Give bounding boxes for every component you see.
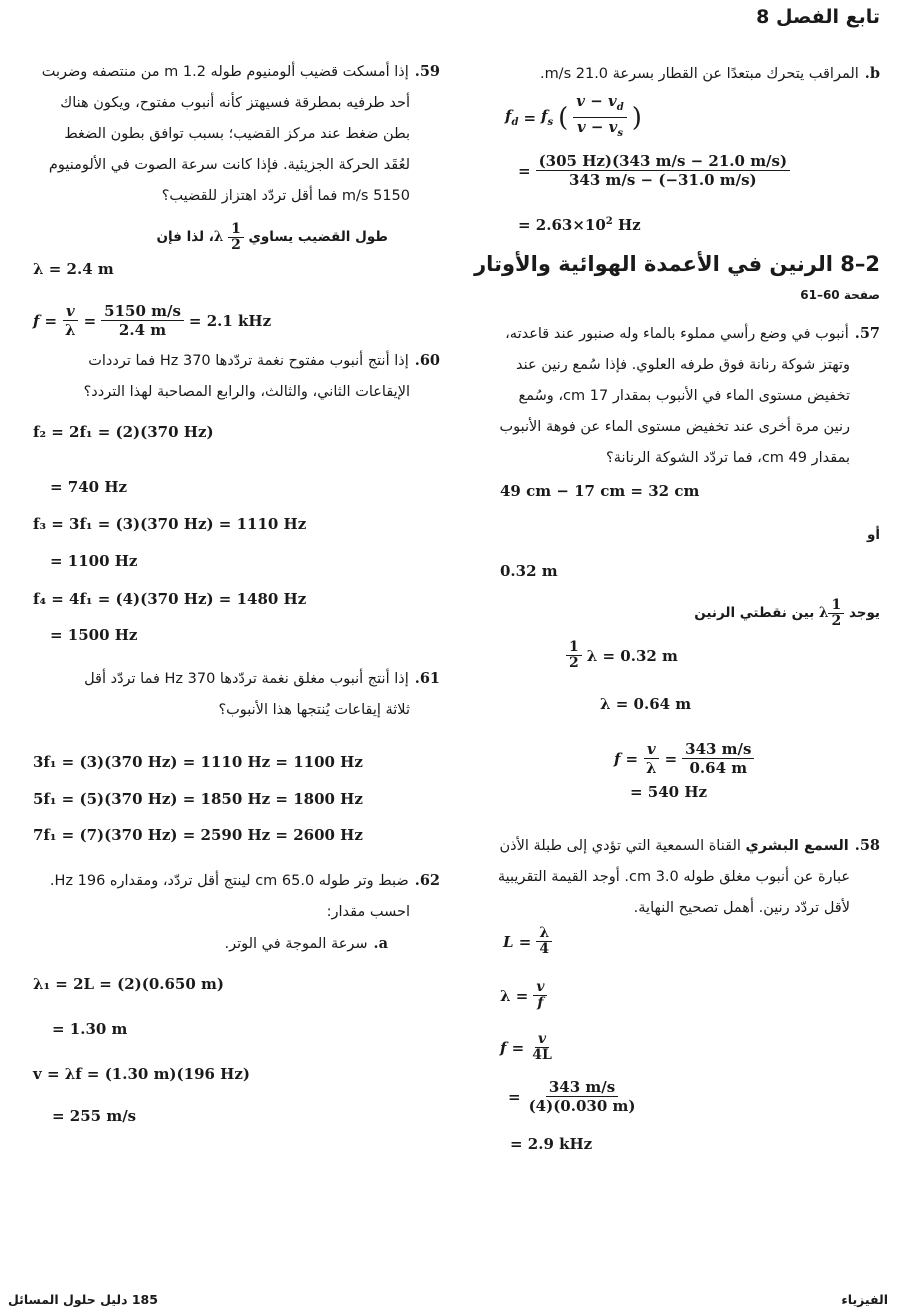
equals: = [625,749,639,768]
doppler-substitution [518,152,790,189]
denominator: λ [646,759,657,777]
lhs: f [505,107,512,125]
question-number: 59. [414,63,440,80]
line: تخفيض مستوى الماء في الأنبوب بمقدار 17 cm، وسُمع [518,388,850,404]
sub: s [617,128,624,139]
equals: = [523,108,537,127]
equals: = [518,161,531,180]
q58-eq-f [500,1032,555,1063]
q62-eq: = 255 m/s [52,1107,137,1125]
q58-text [498,830,880,924]
lhs: f = [500,1038,525,1057]
line: رنين مرة أخرى عند تخفيض مستوى الماء عن فوهة الأنبوب [499,419,850,435]
equals: = [83,311,97,330]
denominator: λ [65,321,76,339]
bold-term: السمع البشري [745,838,849,854]
q60-eq: f₂ = 2f₁ = (2)(370 Hz) [33,423,214,441]
q59-eq-lambda: λ = 2.4 m [33,260,114,278]
section-pages: صفحة 60–61 [800,288,880,302]
result: = 2.63×10 [518,216,606,234]
f: f [614,749,621,768]
line: احسب مقدار: [326,904,410,920]
question-number: 58. [854,837,880,854]
q58-eq-L [503,926,552,957]
line: 5150 m/s فما أقل تردّد اهتزاز للقضيب؟ [161,188,410,204]
numerator: v [535,1032,549,1048]
denominator: 4 [539,941,550,957]
q61-text [84,663,440,726]
line: أحد طرفيه بمطرقة فسيهتز كأنه أنبوب مفتوح، ويكون هناك [60,95,410,111]
line: أنبوب في وضع رأسي مملوء بالماء وله صنبور عند قاعدته، [505,326,849,342]
note-text: طول القضيب يساوي [248,229,388,245]
equals: = [664,749,678,768]
fraction [573,92,626,143]
q62-eq: = 1.30 m [52,1020,128,1038]
line: لأقل تردّد رنين. أهمل تصحيح النهاية. [633,900,850,916]
section-heading: 2–8 الرنين في الأعمدة الهوائية والأوتار [474,252,880,276]
numerator: 343 m/s [546,1078,618,1097]
note-text: يوجد [848,605,880,621]
q57-eq-diff: 49 cm − 17 cm = 32 cm [500,482,700,500]
q59-note [156,222,388,253]
q60-eq: = 740 Hz [50,478,128,496]
equals: = [508,1087,521,1106]
denominator: 2 [569,655,579,671]
denominator: 2 [831,613,842,629]
denominator: 4L [532,1047,552,1063]
line: بمقدار 49 cm، فما تردّد الشوكة الرنانة؟ [606,450,850,466]
denominator: 0.64 m [689,759,748,777]
f: f [33,311,40,330]
q57-eq-m: 0.32 m [500,562,558,580]
numerator: (305 Hz)(343 m/s − 21.0 m/s) [536,152,791,171]
question-number: 62. [414,872,440,889]
sub: s [547,117,554,128]
q59-text [42,56,440,212]
question-number: 57. [854,325,880,342]
line: ضبط وتر طوله 65.0 cm لينتج أقل تردّد، ومقداره 196 Hz. [49,873,409,889]
denominator: 2 [231,237,241,253]
footer-page-number: 185 دليل حلول المسائل [8,1292,158,1307]
numerator: v [63,302,78,321]
exponent: 2 [605,216,613,227]
q62-text [50,865,440,960]
q62-eq: v = λf = (1.30 m)(196 Hz) [33,1065,250,1083]
note-text: ، لذا فإن [156,229,214,245]
q62-eq: λ₁ = 2L = (2)(0.650 m) [33,975,224,993]
q57-eq-lambda: λ = 0.64 m [600,695,692,713]
q57-eq-frequency [614,740,754,777]
footer-subject: الفيزياء [841,1292,888,1307]
q60-text [84,345,440,408]
q58-eq-substitution [508,1078,638,1115]
q58-result: = 2.9 kHz [510,1135,593,1153]
line: سرعة الموجة في الوتر. [224,936,368,952]
denominator: 2.4 m [118,321,167,339]
part-text: المراقب يتحرك مبتعدًا عن القطار بسرعة 21.0 m/s. [539,66,859,82]
numerator: 5150 m/s [101,302,184,321]
sub: d [511,117,519,128]
numerator: 1 [828,598,844,614]
line: الإيقاعات الثاني، والثالث، والرابع المصاحبة لهذا التردد؟ [83,384,410,400]
line: لعُقَد الحركة الجزيئية. فإذا كانت سرعة الصوت في الألومنيوم [48,157,410,173]
fraction [536,152,791,189]
part-label: a. [373,935,388,952]
line: إذا أنتج أنبوب مغلق نغمة تردّدها 370 Hz فما تردّد أقل [84,671,409,687]
numerator: v − v [576,92,617,110]
q60-eq: f₄ = 4f₁ = (4)(370 Hz) = 1480 Hz [33,590,307,608]
numerator: 343 m/s [682,740,754,759]
lhs: L = [503,932,532,951]
numerator: 1 [566,640,582,656]
line: القناة السمعية التي تؤدي إلى طبلة الأذن [499,838,741,854]
denominator: f [537,995,544,1011]
q60-eq: = 1500 Hz [50,626,138,644]
q57-eq-half-lambda [566,640,678,671]
equals: = [44,311,58,330]
line: بطن ضغط عند مركز القضيب؛ بسبب توافق بطون الضغط [64,126,410,142]
line: ثلاثة إيقاعات يُنتجها هذا الأنبوب؟ [218,702,410,718]
doppler-formula: $f_d$ = $f_s$ ( $\frac{v - v_d}{v - v_s}$ ) [505,92,642,143]
q57-or: أو [866,527,880,543]
q60-eq: = 1100 Hz [50,552,138,570]
doppler-result [518,216,641,234]
question-number: 61. [414,670,440,687]
q57-text [499,318,880,474]
part-label: b. [864,65,880,82]
denominator: (4)(0.030 m) [528,1097,636,1115]
q61-eq: 5f₁ = (5)(370 Hz) = 1850 Hz = 1800 Hz [33,790,363,808]
fs: f [541,107,548,125]
denominator: 343 m/s − (−31.0 m/s) [569,171,757,189]
chapter-header: تابع الفصل 8 [756,6,880,28]
line: وتهتز شوكة رنانة فوق طرفه العلوي. فإذا سُمع رنين عند [516,357,850,373]
rest: λ = 0.32 m [586,646,678,665]
unit: Hz [612,216,641,234]
q58-eq-lambda [500,980,547,1011]
sub: d [616,102,624,113]
q59-eq-frequency [33,302,271,339]
line: إذا أنتج أنبوب مفتوح نغمة تردّدها 370 Hz فما ترددات [88,353,409,369]
lambda: λ [213,229,224,245]
numerator: λ [536,926,552,942]
q57-result: = 540 Hz [630,783,708,801]
denominator: v − v [576,118,618,136]
lhs: λ = [500,986,529,1005]
line: إذا أمسكت قضيب ألومنيوم طوله 1.2 m من منتصفه وضربت [41,64,409,80]
numerator: v [644,740,659,759]
q57-note [694,598,880,629]
lambda: λ [819,605,829,621]
q56-part-b [540,58,880,90]
result: = 2.1 kHz [188,311,272,330]
numerator: 1 [228,222,244,238]
line: عبارة عن أنبوب مغلق طوله 3.0 cm. أوجد القيمة التقريبية [497,869,850,885]
question-number: 60. [414,352,440,369]
q61-eq: 7f₁ = (7)(370 Hz) = 2590 Hz = 2600 Hz [33,826,363,844]
q61-eq: 3f₁ = (3)(370 Hz) = 1110 Hz = 1100 Hz [33,753,363,771]
q60-eq: f₃ = 3f₁ = (3)(370 Hz) = 1110 Hz [33,515,307,533]
note-text: بين نقطتي الرنين [694,605,815,621]
numerator: v [533,980,547,996]
